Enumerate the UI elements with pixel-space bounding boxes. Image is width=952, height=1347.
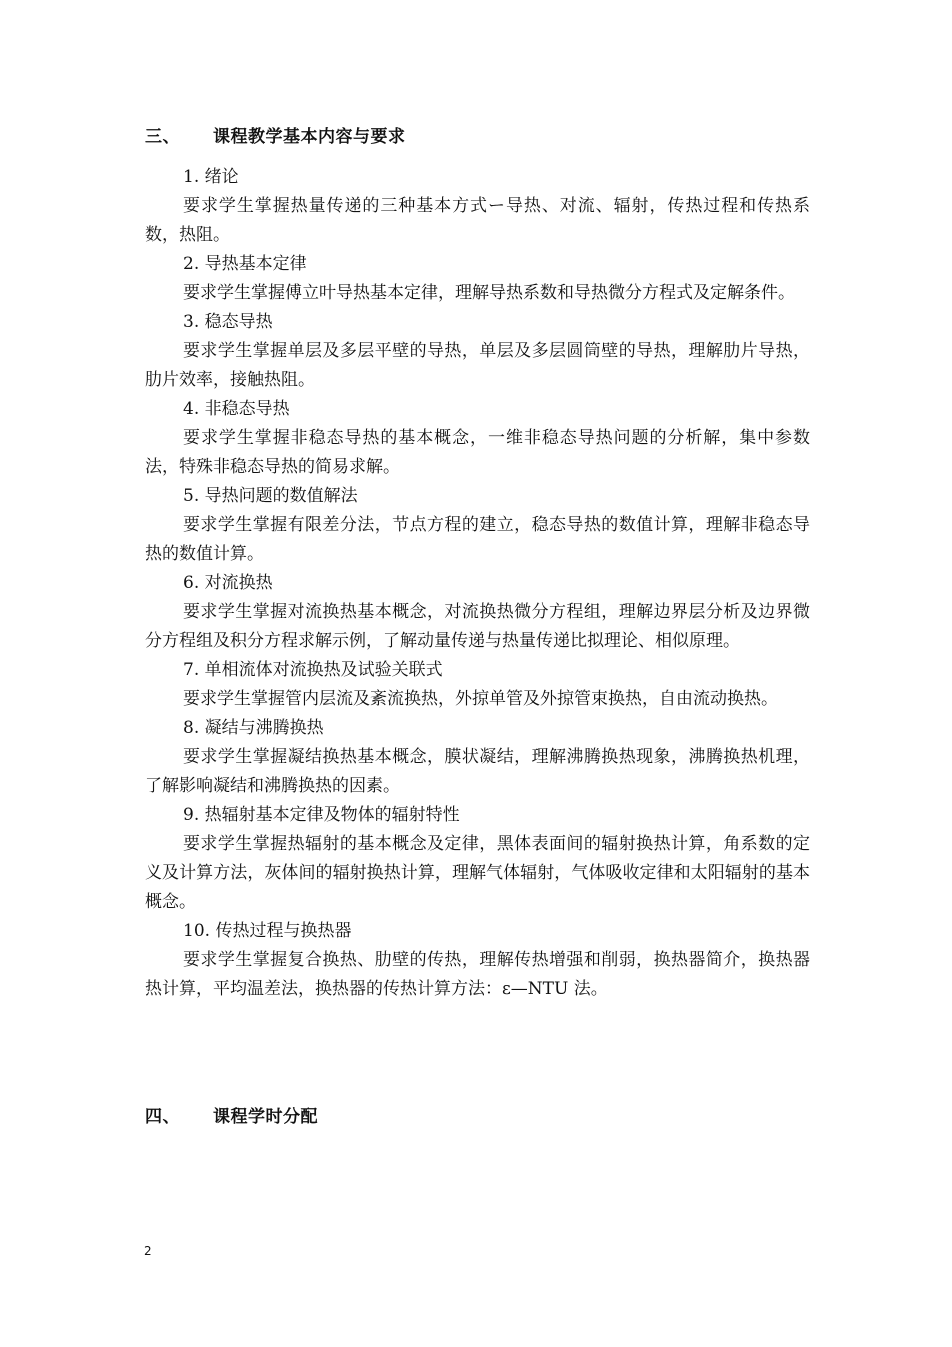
- item-body: 要求学生掌握凝结换热基本概念，膜状凝结，理解沸腾换热现象，沸腾换热机理，了解影响凝结和沸腾换热的因素。: [145, 747, 810, 796]
- item-title: 7. 单相流体对流换热及试验关联式: [183, 660, 443, 680]
- item-body: 要求学生掌握单层及多层平壁的导热，单层及多层圆筒壁的导热，理解肋片导热，肋片效率，接触热阻。: [145, 341, 810, 390]
- item-title: 1. 绪论: [183, 167, 239, 187]
- page-number: 2: [144, 1244, 152, 1258]
- content-item: [145, 569, 810, 656]
- item-title: 6. 对流换热: [183, 573, 273, 593]
- content-item: [145, 656, 810, 714]
- section-number: 三、: [145, 127, 180, 147]
- content-item: [145, 917, 810, 1004]
- content-item: [145, 308, 810, 395]
- content-item: [145, 714, 810, 801]
- section-title: 课程学时分配: [213, 1107, 318, 1127]
- item-title: 5. 导热问题的数值解法: [183, 486, 358, 506]
- item-body: 要求学生掌握热辐射的基本概念及定律，黑体表面间的辐射换热计算，角系数的定义及计算方法，灰体间的辐射换热计算，理解气体辐射，气体吸收定律和太阳辐射的基本概念。: [145, 834, 810, 912]
- section-title: 课程教学基本内容与要求: [213, 127, 406, 147]
- item-body: 要求学生掌握管内层流及紊流换热，外掠单管及外掠管束换热，自由流动换热。: [183, 689, 778, 709]
- item-body: 要求学生掌握热量传递的三种基本方式ー导热、对流、辐射，传热过程和传热系数，热阻。: [145, 196, 810, 245]
- item-title: 10. 传热过程与换热器: [183, 921, 352, 941]
- section-content: [145, 163, 810, 1004]
- item-body: 要求学生掌握有限差分法，节点方程的建立，稳态导热的数值计算，理解非稳态导热的数值计算。: [145, 515, 810, 564]
- item-title: 2. 导热基本定律: [183, 254, 307, 274]
- item-title: 3. 稳态导热: [183, 312, 273, 332]
- content-item: [145, 395, 810, 482]
- item-title: 9. 热辐射基本定律及物体的辐射特性: [183, 805, 460, 825]
- item-body: 要求学生掌握非稳态导热的基本概念，一维非稳态导热问题的分析解，集中参数法，特殊非稳态导热的简易求解。: [145, 428, 810, 477]
- content-item: [145, 801, 810, 917]
- content-item: [145, 250, 810, 308]
- item-title: 8. 凝结与沸腾换热: [183, 718, 324, 738]
- section-heading-4: [145, 1102, 318, 1127]
- item-body: 要求学生掌握复合换热、肋壁的传热，理解传热增强和削弱，换热器简介，换热器热计算，平均温差法，换热器的传热计算方法：ε—NTU 法。: [145, 950, 810, 999]
- content-item: [145, 163, 810, 250]
- item-title: 4. 非稳态导热: [183, 399, 290, 419]
- section-number: 四、: [145, 1107, 180, 1127]
- content-item: [145, 482, 810, 569]
- section-heading-3: [145, 122, 406, 147]
- item-body: 要求学生掌握傅立叶导热基本定律，理解导热系数和导热微分方程式及定解条件。: [183, 283, 795, 303]
- item-body: 要求学生掌握对流换热基本概念，对流换热微分方程组，理解边界层分析及边界微分方程组及积分方程求解示例，了解动量传递与热量传递比拟理论、相似原理。: [145, 602, 810, 651]
